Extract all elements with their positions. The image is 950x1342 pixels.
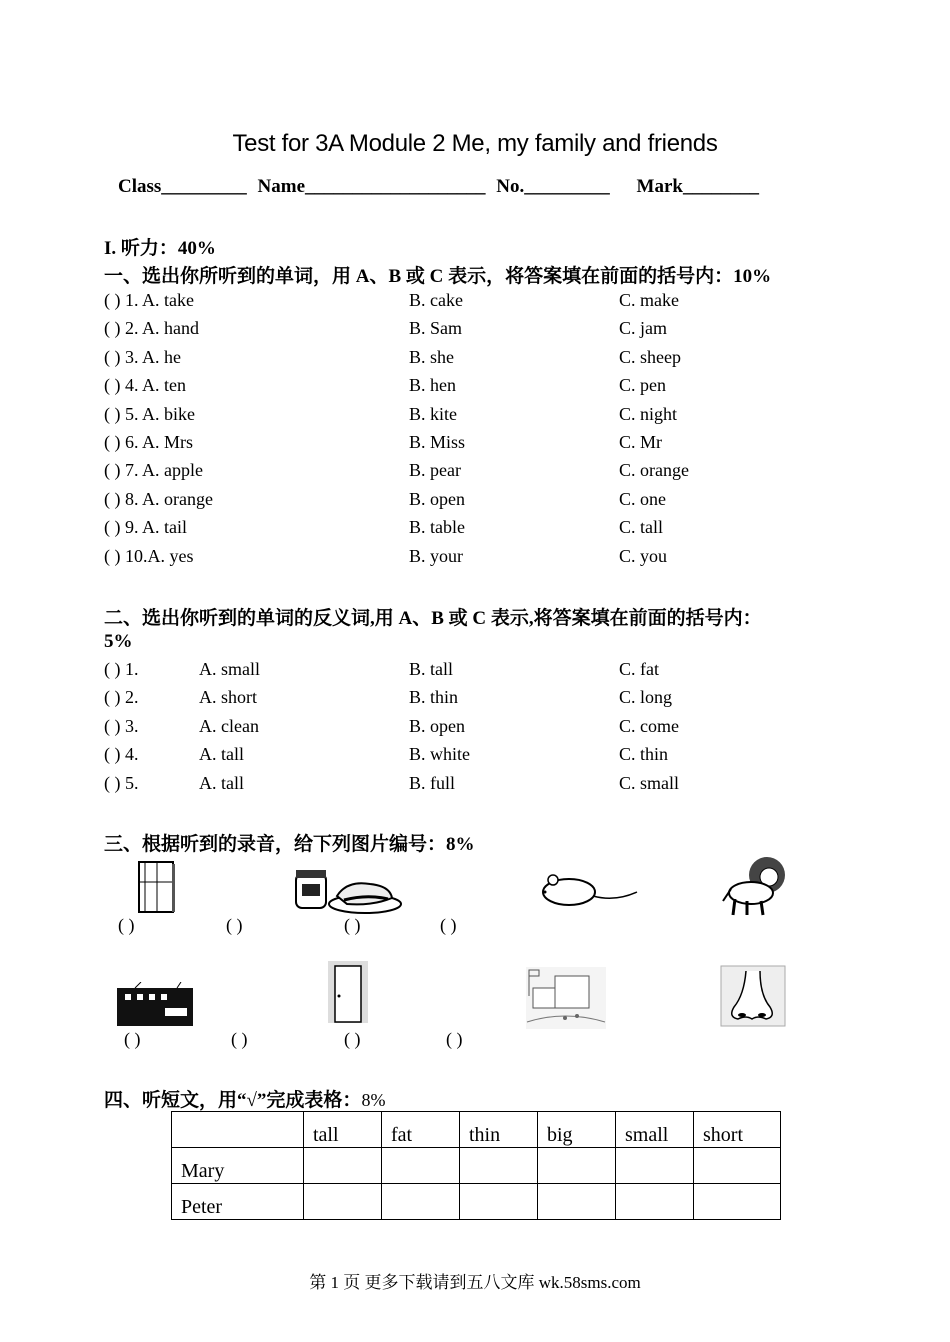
part2-option-q: ( ) 2. (104, 687, 139, 708)
part1-option-b: B. Sam (409, 318, 463, 339)
part1-option-q: ( ) 9. A. tail (104, 517, 187, 538)
window-picture (137, 860, 177, 914)
part1-heading: 一、选出你所听到的单词，用 A、B 或 C 表示，将答案填在前面的括号内：10% (104, 266, 772, 287)
table-cell[interactable] (382, 1148, 460, 1184)
table-cell[interactable] (460, 1148, 538, 1184)
table-cell[interactable] (538, 1184, 616, 1220)
part2-option-a: A. tall (199, 744, 244, 765)
part1-option-c: C. sheep (619, 346, 681, 367)
part4-heading-percent: 8% (361, 1090, 386, 1110)
part1-option-q: ( ) 3. A. he (104, 346, 181, 367)
table-header-cell: short (694, 1112, 781, 1148)
part2-option-c: C. small (619, 772, 680, 793)
part1-option-q: ( ) 10.A. yes (104, 545, 194, 566)
answer-blank[interactable]: ( ) (118, 915, 135, 935)
table-header-row (172, 1112, 781, 1148)
blackboard-picture (115, 982, 195, 1028)
part1-option-b: B. hen (409, 375, 456, 396)
part1-option-c: C. jam (619, 318, 667, 339)
table-cell[interactable] (694, 1184, 781, 1220)
part2-option-a: A. clean (199, 715, 259, 736)
table-cell[interactable] (616, 1148, 694, 1184)
part1-option-c: C. tall (619, 517, 663, 538)
part2-option-b: B. tall (409, 659, 453, 679)
answer-blank[interactable]: ( ) (446, 1029, 463, 1049)
no-field: No._________ (496, 176, 610, 197)
table-row-label: Mary (172, 1148, 304, 1184)
name-field: Name___________________ (257, 176, 486, 197)
part2-option-b: B. open (409, 715, 465, 736)
table-cell[interactable] (460, 1184, 538, 1220)
part1-option-q: ( ) 8. A. orange (104, 488, 213, 509)
part2-option-c: C. come (619, 715, 679, 736)
answer-blank[interactable]: ( ) (124, 1029, 141, 1049)
part2-option-q: ( ) 4. (104, 744, 139, 765)
answer-blank[interactable]: ( ) (440, 915, 457, 935)
jam-and-bread-picture (292, 866, 404, 916)
part1-option-c: C. pen (619, 375, 666, 396)
table-header-cell: small (616, 1112, 694, 1148)
table-header-cell: tall (304, 1112, 382, 1148)
part1-option-b: B. your (409, 545, 463, 566)
answer-blank[interactable]: ( ) (231, 1029, 248, 1049)
table-header-cell (172, 1112, 304, 1148)
door-picture (327, 960, 369, 1024)
part2-option-c: C. fat (619, 659, 659, 679)
table-header-cell: thin (460, 1112, 538, 1148)
table-header-cell: fat (382, 1112, 460, 1148)
part1-option-b: B. table (409, 517, 465, 538)
part4-heading (104, 1085, 385, 1112)
table-row (172, 1184, 781, 1220)
table-cell[interactable] (538, 1148, 616, 1184)
part1-option-c: C. night (619, 403, 678, 424)
page-title: Test for 3A Module 2 Me, my family and friends (232, 130, 718, 157)
lion-picture (721, 855, 787, 917)
part1-option-b: B. kite (409, 403, 457, 424)
part2-option-q: ( ) 5. (104, 772, 139, 793)
answer-blank[interactable]: ( ) (344, 915, 361, 935)
table-row-label: Peter (172, 1184, 304, 1220)
part1-option-q: ( ) 7. A. apple (104, 460, 203, 481)
table-cell[interactable] (616, 1184, 694, 1220)
table-cell[interactable] (304, 1148, 382, 1184)
part2-option-q: ( ) 3. (104, 715, 139, 736)
part1-option-q: ( ) 6. A. Mrs (104, 432, 193, 452)
part2-heading: 二、选出你听到的单词的反义词,用 A、B 或 C 表示,将答案填在前面的括号内： (104, 608, 762, 629)
answer-blank[interactable]: ( ) (344, 1029, 361, 1049)
part1-option-b: B. Miss (409, 432, 466, 452)
part2-option-a: A. small (199, 659, 260, 679)
part2-option-a: A. short (199, 687, 257, 708)
class-field: Class_________ (118, 176, 247, 197)
mark-field: Mark________ (636, 176, 759, 197)
table-cell[interactable] (694, 1148, 781, 1184)
part2-option-a: A. tall (199, 772, 244, 793)
part1-option-c: C. Mr (619, 432, 663, 452)
nose-picture (720, 965, 786, 1027)
table-row (172, 1148, 781, 1184)
part2-option-c: C. thin (619, 744, 669, 765)
part4-heading-text: 四、听短文，用“√”完成表格： (104, 1090, 362, 1111)
part2-option-b: B. white (409, 744, 470, 765)
part1-option-b: B. pear (409, 460, 461, 481)
page-footer: 第 1 页 更多下载请到五八文库 wk.58sms.com (309, 1273, 641, 1292)
part1-option-q: ( ) 1. A. take (104, 290, 194, 310)
part2-heading-percent: 5% (104, 631, 133, 652)
part1-option-q: ( ) 2. A. hand (104, 318, 199, 339)
table-cell[interactable] (304, 1184, 382, 1220)
part1-option-b: B. cake (409, 290, 463, 310)
part1-option-b: B. open (409, 488, 465, 509)
part1-option-q: ( ) 5. A. bike (104, 403, 195, 424)
answer-table (171, 1111, 781, 1220)
part2-option-b: B. full (409, 772, 456, 793)
part1-option-q: ( ) 4. A. ten (104, 375, 186, 396)
part2-option-q: ( ) 1. (104, 659, 139, 679)
part1-option-c: C. you (619, 545, 668, 566)
student-info-line (118, 176, 759, 198)
school-picture (525, 966, 607, 1030)
table-cell[interactable] (382, 1184, 460, 1220)
part1-option-c: C. one (619, 488, 666, 509)
mouse-picture (535, 870, 639, 910)
part1-option-c: C. make (619, 290, 679, 310)
part2-option-b: B. thin (409, 687, 459, 708)
table-header-cell: big (538, 1112, 616, 1148)
section-listening-heading: I. 听力：40% (104, 238, 216, 259)
part1-option-c: C. orange (619, 460, 689, 481)
answer-blank[interactable]: ( ) (226, 915, 243, 935)
part3-heading: 三、根据听到的录音，给下列图片编号：8% (104, 834, 475, 855)
part1-option-b: B. she (409, 346, 454, 367)
part2-option-c: C. long (619, 687, 673, 708)
